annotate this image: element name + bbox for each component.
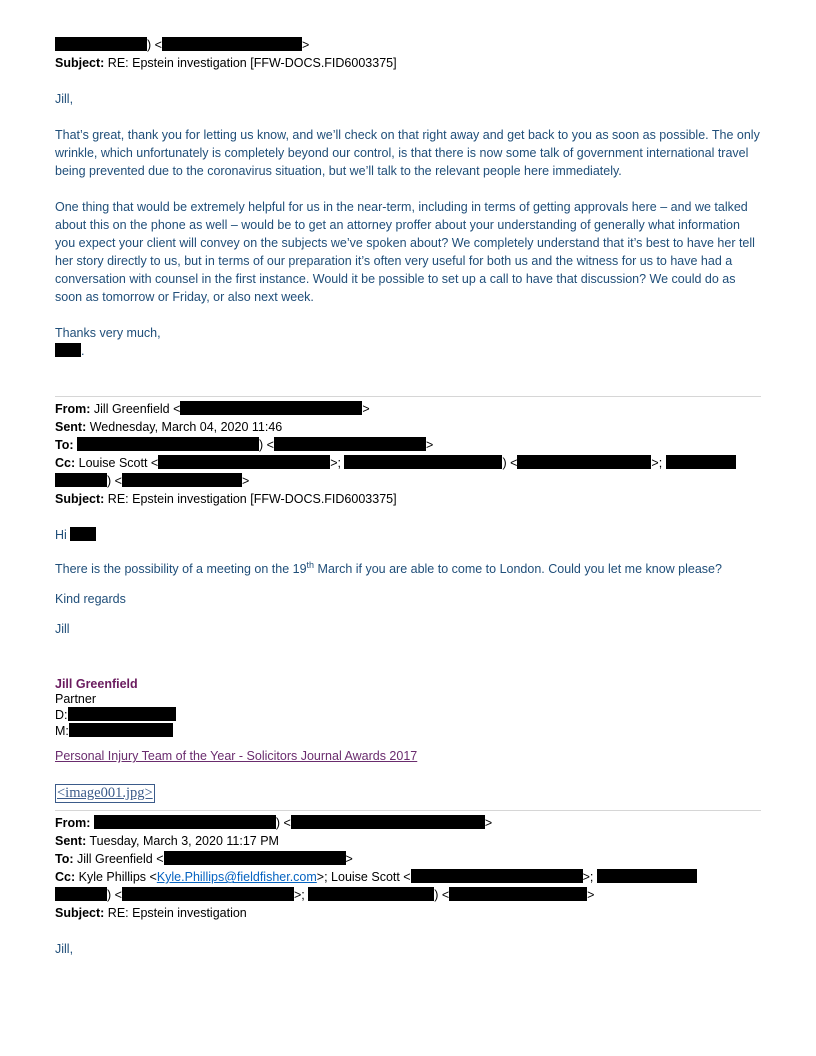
email2-greeting: Hi — [55, 527, 761, 543]
email2-sent-line: Sent: Wednesday, March 04, 2020 11:46 — [55, 420, 283, 434]
email1-from-line: From: ) < > — [55, 816, 493, 831]
divider — [55, 396, 761, 397]
award-link[interactable]: Personal Injury Team of the Year - Solicitors Journal Awards 2017 — [55, 749, 418, 764]
email3-paragraph-2: One thing that would be extremely helpful for us in the near-term, including in terms of getting approvals here – and we talked about this on the phone as well – would be to get an attorney proffer about your understanding of generally what information you expect your client will convey on the subjects we’ve spoken about? We completely understand that it’s best to have her tell her story directly to us, but in terms of our preparation it’s often very useful for both us and the witness for us to have had a conversation with counsel in the first instance. Would it be possible to set up a call to have that discussion? We could do as soon as tomorrow or Friday, or also next week. — [55, 200, 755, 304]
email2-sign: Jill — [55, 622, 70, 637]
email3-greeting: Jill, — [55, 92, 74, 106]
redaction — [68, 707, 176, 721]
email3-paragraph-1: That’s great, thank you for letting us know, and we’ll check on that right away and get back to you as soon as possible. The only wrinkle, which unfortunately is completely beyond our control, is that there is now some talk of government international travel being prevented due to the coronavirus situation, but we’ll talk to the relevant people here immediately. — [55, 128, 760, 178]
email3-header-from-tail: ) < > — [55, 36, 761, 54]
award-paragraph — [55, 749, 761, 764]
redaction — [411, 869, 583, 883]
redaction — [291, 815, 485, 829]
email1-sent-line: Sent: Tuesday, March 3, 2020 11:17 PM — [55, 834, 279, 849]
redaction — [597, 869, 697, 883]
email2-cc-line: Cc: Louise Scott < >; ) < >; — [55, 454, 761, 472]
email2-cc-line-cont: ) < > — [55, 472, 761, 490]
email2-subject-line: Subject: RE: Epstein investigation [FFW-DOCS.FID6003375] — [55, 492, 397, 506]
signature-direct-line: D: — [55, 707, 761, 723]
email3-subject-line: Subject: RE: Epstein investigation [FFW-DOCS.FID6003375] — [55, 56, 397, 70]
image-placeholder-paragraph — [55, 784, 761, 803]
image-attachment-link[interactable]: <image001.jpg> — [57, 785, 153, 802]
email2-from-line: From: Jill Greenfield < > — [55, 402, 370, 416]
redaction — [55, 887, 107, 901]
signature-title: Partner — [55, 692, 96, 707]
signature-mobile-line: M: — [55, 723, 761, 739]
document-page — [55, 36, 761, 958]
email1-to-line: To: Jill Greenfield < > — [55, 852, 353, 867]
redaction — [77, 437, 259, 451]
redaction — [55, 343, 81, 357]
redaction — [55, 473, 107, 487]
email1-cc-line: Cc: Kyle Phillips <Kyle.Phillips@fieldfisher.com>; Louise Scott < >; — [55, 868, 761, 886]
redaction — [666, 455, 736, 469]
email1-subject-line: Subject: RE: Epstein investigation — [55, 906, 247, 921]
redaction — [69, 723, 173, 737]
email2-body: There is the possibility of a meeting on the 19th March if you are able to come to London. Could you let me know please? — [55, 560, 722, 577]
cc-email-link[interactable]: Kyle.Phillips@fieldfisher.com — [156, 870, 317, 885]
redaction — [70, 527, 96, 541]
redaction — [274, 437, 426, 451]
signature-name: Jill Greenfield — [55, 677, 138, 692]
redaction — [449, 887, 587, 901]
email1-cc-line-cont: ) < >; ) < > — [55, 886, 761, 904]
email3-closing: Thanks very much, — [55, 326, 161, 340]
email1-greeting: Jill, — [55, 942, 74, 957]
redaction — [344, 455, 502, 469]
redaction — [158, 455, 330, 469]
redaction — [180, 401, 362, 415]
redaction — [308, 887, 434, 901]
divider — [55, 810, 761, 811]
email2-to-line: To: ) < > — [55, 438, 434, 452]
redaction — [517, 455, 651, 469]
redaction — [94, 815, 276, 829]
redaction — [122, 887, 294, 901]
redaction — [164, 851, 346, 865]
redaction — [122, 473, 242, 487]
redaction — [55, 37, 147, 51]
redaction — [162, 37, 302, 51]
email2-regards: Kind regards — [55, 592, 126, 607]
email3-signoff: . — [55, 342, 761, 360]
